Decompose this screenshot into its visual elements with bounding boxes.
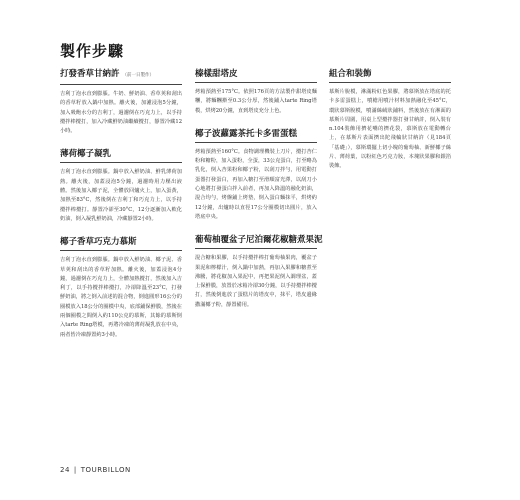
recipe-section — [60, 68, 182, 136]
section-body: 吉利丁泡水直到膨脹。鍋中放入鮮奶油、椰子泥、香草莢和刮出的香草籽加熱。離火後，加蓋浸泡4分鐘，過濾倒在巧克力上，全體加熱攪打，然後加入吉利丁，以手持攪拌棒攪打，冷卻降溫至23°C，打發鮮奶油，將之倒入前述的混合物，倒進圓形16公分的圈模放入18公分的圈模中央，底部鋪保鮮膜，然後在兩個圈模之間倒入約110公克的慕斯，其餘的慕斯倒入tarte Ring塔模，再將冷凍的薄荷凝乳放在中央，兩者皆冷凍靜置約3小時。 — [60, 257, 182, 338]
section-body: 吉利丁泡水直到膨脹。鍋中放入鮮奶油、鮮乳薄荷加熱。離火後，加蓋浸泡5分鐘，過濾時用力壓出液體。然後加入椰子泥，全體放回爐火上，加入蛋黃，加熱至83°C，然後倒在吉利丁和巧克力上，以手持攪拌棒攪打。靜置冷卻至30°C，12分逐漸加入軟化奶油，倒入凝乳鮮奶油，冷藏靜置2小時。 — [60, 169, 182, 222]
section-body: 吉利丁泡水直到膨脹。牛奶、鮮奶油、香草莢和刮出的香草籽放入鍋中加熱。離火後，加濾浸泡5分鐘，加入吸飽水分的吉利丁，過濾倒在巧克力上，以手持攪拌棒攪打，加入冷藏鮮奶油繼續攪打，靜置冷藏12小時。 — [60, 91, 182, 135]
section-title: 榛樣甜塔皮 — [195, 69, 238, 79]
recipe-section — [329, 68, 451, 172]
recipe-section — [195, 128, 317, 222]
page-footer — [60, 466, 131, 474]
section-title: 椰子香草巧克力慕斯 — [60, 237, 137, 248]
section-title: 葡萄柚覆盆子尼泊爾花椒糖煮果泥 — [195, 235, 323, 246]
section-title: 打發香草甘納許 （前一日製作） — [60, 69, 155, 79]
section-divider — [60, 84, 182, 85]
section-divider — [195, 142, 317, 143]
section-body: 烤箱預熱至175°C。依照176頁的方法製作甜塔皮麵糰，將麵糰擀至0.3公分厚，然後鋪入tarte Ring塔模，烘烤20分鐘，直到塔皮充分上色。 — [195, 89, 317, 114]
column-2 — [195, 68, 323, 322]
recipe-section — [60, 148, 182, 224]
page-number: 24 — [60, 466, 70, 474]
section-divider — [195, 82, 317, 83]
recipe-section — [195, 234, 323, 310]
section-divider — [60, 162, 182, 163]
footer-separator: | — [73, 466, 77, 474]
page-title: 製作步驟 — [60, 42, 125, 60]
recipe-section — [60, 236, 182, 340]
section-title: 椰子波蘿露茶托卡多雷蛋糕 — [195, 128, 298, 139]
section-title: 薄荷椰子凝乳 — [60, 149, 112, 160]
recipe-section — [195, 68, 317, 116]
section-note: （前一日製作） — [122, 73, 155, 78]
column-1 — [60, 68, 182, 352]
section-body: 混合糖和果膠，以手持攪拌棒打葡萄柚果肉，覆盆子果泥和檸檬汁，倒入鍋中加熱，再加入果膠和糖煮至沸騰，將花椒加入果泥中，再把果泥倒入調理盆，蓋上保鮮膜，放置於冰箱冷卻30分鐘，以手持攪拌棒攪打，然後倒進放了蛋糕片的塔皮中，抹平，塔皮邊緣撒滿椰子粉，靜置備用。 — [195, 255, 317, 308]
section-title: 組合和裝飾 — [329, 69, 372, 79]
column-3 — [329, 68, 451, 184]
footer-brand: TOURBILLON — [80, 466, 131, 474]
section-body: 烤箱預熱至160°C。食物調理機裝上刀片，攪打杏仁粉和糖粉，加入蛋粉，全蛋，33公克蛋白，打至略為乳化，倒入杏果粉和椰子粉，以刮刀拌勻，用電動打蛋器打發蛋白，再加入糖打至滑順富光澤，以刮刀小心地將打發蛋白拌入前者，再加入降溫的融化奶油，混合均勻，烤盤鋪上烤墊，倒入蛋白麵抹平，烘烤約12分鐘，出爐時以直徑17公分圈模切出圓片，放入塔底中央。 — [195, 148, 317, 220]
section-divider — [195, 248, 317, 249]
section-body: 慕斯片脫模，淋滿粉紅色果膠，將慕斯放在塔底的托卡多雷蛋糕上，噴槍用噴汁材料加熱融化至45°C，環狀慕斯脫模，噴滿絲絨狀鋪料，然後放在有淋面的慕斯片周圍，用桌上型攪拌器打發甘納許，倒入裝有n.104裝飾用擠花嘴的擠花袋，慕斯放在電動轉台上，在慕斯片表面擠出陀飛輪狀甘納許（見184頁「基礎」），慕斯環擺上切小塊的葡萄柚、新鮮椰子絲片、薄荷葉，以粉紅色巧克力妝，本塊狀果膠和銀箔裝飾。 — [329, 89, 451, 170]
section-divider — [329, 82, 451, 83]
section-divider — [60, 250, 182, 251]
